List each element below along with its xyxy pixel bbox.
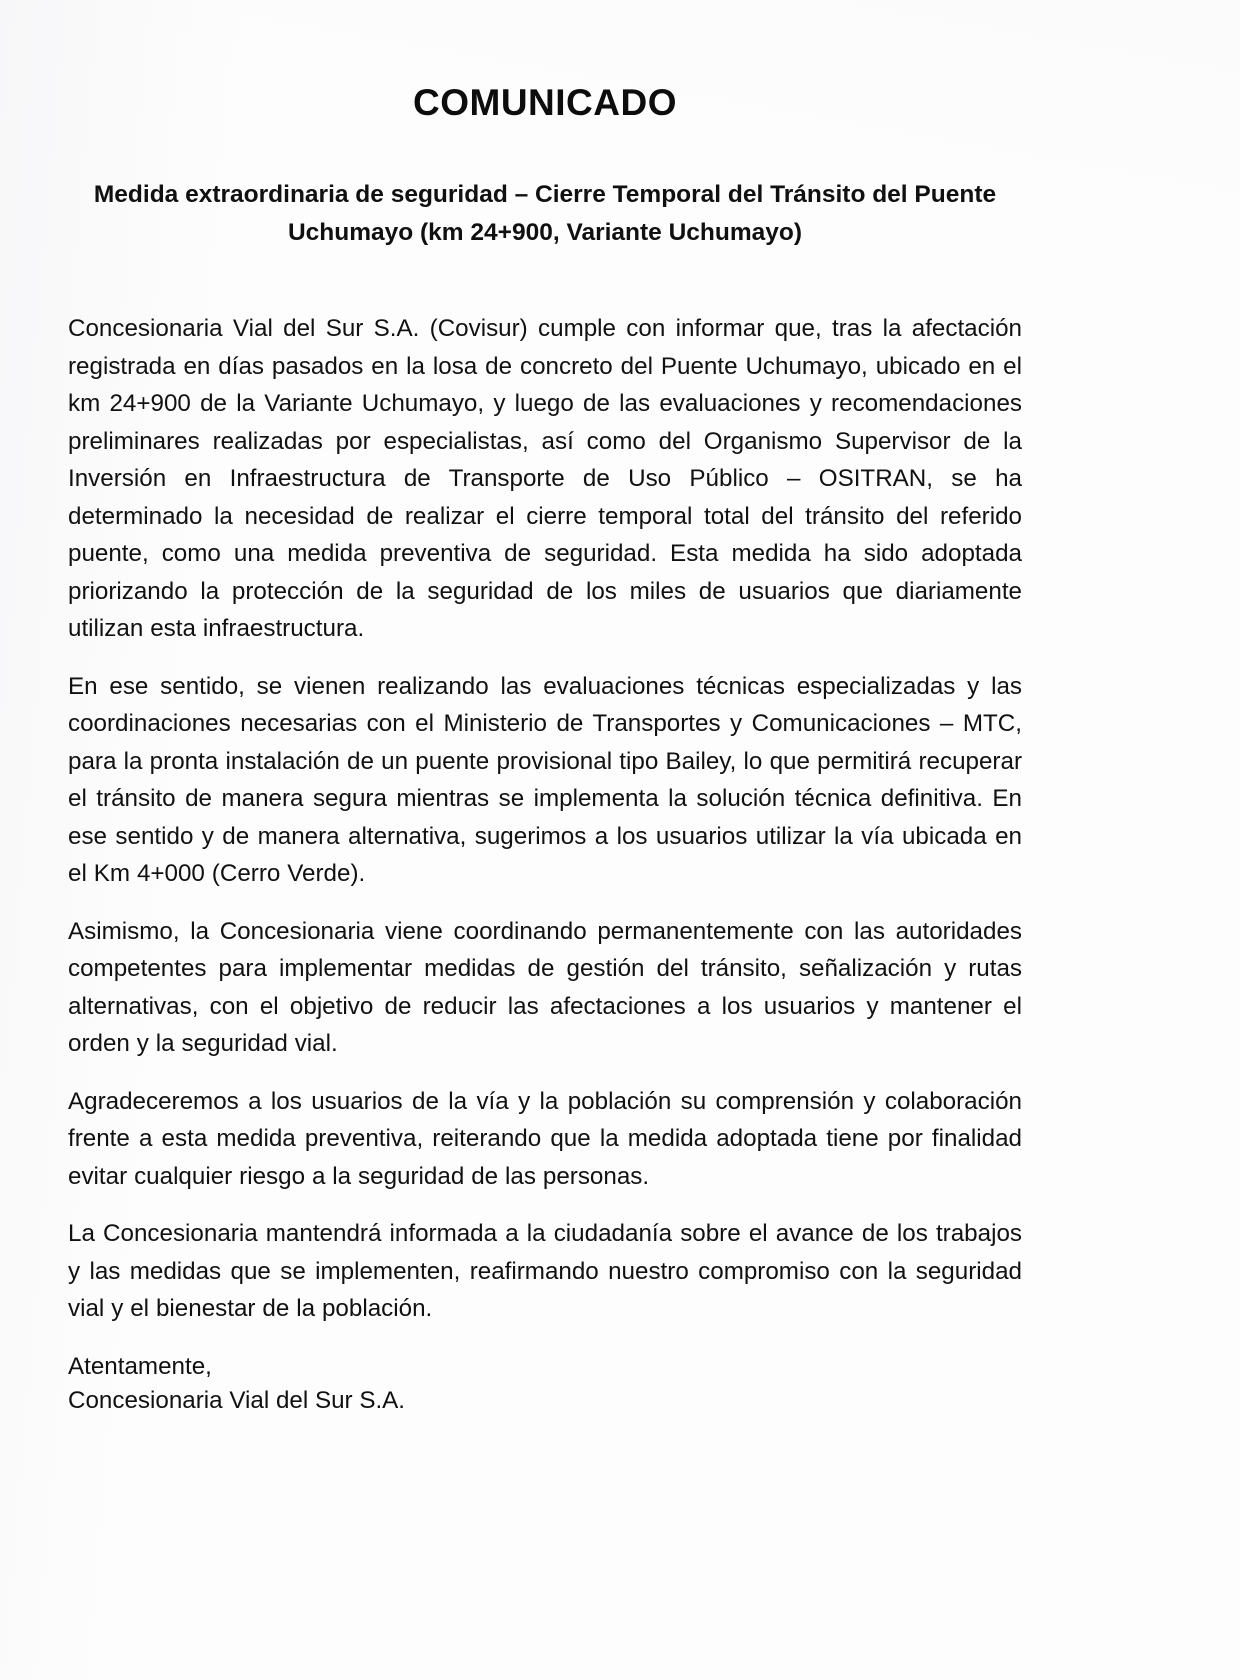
body-paragraph-1: Concesionaria Vial del Sur S.A. (Covisur) cumple con informar que, tras la afectación registrada en días pasados en la losa de concreto del Puente Uchumayo, ubicado en el km 24+900 de la Variante Uchumayo, y luego de las evaluaciones y recomendaciones preliminares realizadas por especialistas, así como del Organismo Supervisor de la Inversión en Infraestructura de Transporte de Uso Público – OSITRAN, se ha determinado la necesidad de realizar el cierre temporal total del tránsito del referido puente, como una medida preventiva de seguridad. Esta medida ha sido adoptada priorizando la protección de la seguridad de los miles de usuarios que diariamente utilizan esta infraestructura. <box>68 315 1022 642</box>
closing-salutation: Atentamente, <box>68 1352 212 1380</box>
document-sheet <box>68 0 1022 1418</box>
body-paragraph-3: Asimismo, la Concesionaria viene coordinando permanentemente con las autoridades competentes para implementar medidas de gestión del tránsito, señalización y rutas alternativas, con el objetivo de reducir las afectaciones a los usuarios y mantener el orden y la seguridad vial. <box>68 917 1022 1057</box>
body-paragraph-4: Agradeceremos a los usuarios de la vía y la población su comprensión y colaboración frente a esta medida preventiva, reiterando que la medida adoptada tiene por finalidad evitar cualquier riesgo a la seguridad de las personas. <box>68 1087 1022 1190</box>
document-subtitle: Medida extraordinaria de seguridad – Cierre Temporal del Tránsito del Puente Uchumayo (km 24+900, Variante Uchumayo) <box>93 181 997 246</box>
body-paragraph-5: La Concesionaria mantendrá informada a la ciudadanía sobre el avance de los trabajos y las medidas que se implementen, reafirmando nuestro compromiso con la seguridad vial y el bienestar de la población. <box>68 1220 1022 1322</box>
closing-block <box>68 1328 1022 1418</box>
closing-signatory: Concesionaria Vial del Sur S.A. <box>68 1386 406 1414</box>
body-paragraph-2: En ese sentido, se vienen realizando las evaluaciones técnicas especializadas y las coordinaciones necesarias con el Ministerio de Transportes y Comunicaciones – MTC, para la pronta instalación de un puente provisional tipo Bailey, lo que permitirá recuperar el tránsito de manera segura mientras se implementa la solución técnica definitiva. En ese sentido y de manera alternativa, sugerimos a los usuarios utilizar la vía ubicada en el Km 4+000 (Cerro Verde). <box>68 672 1022 887</box>
page-title: COMUNICADO <box>413 82 677 123</box>
document-body <box>68 252 1022 1328</box>
